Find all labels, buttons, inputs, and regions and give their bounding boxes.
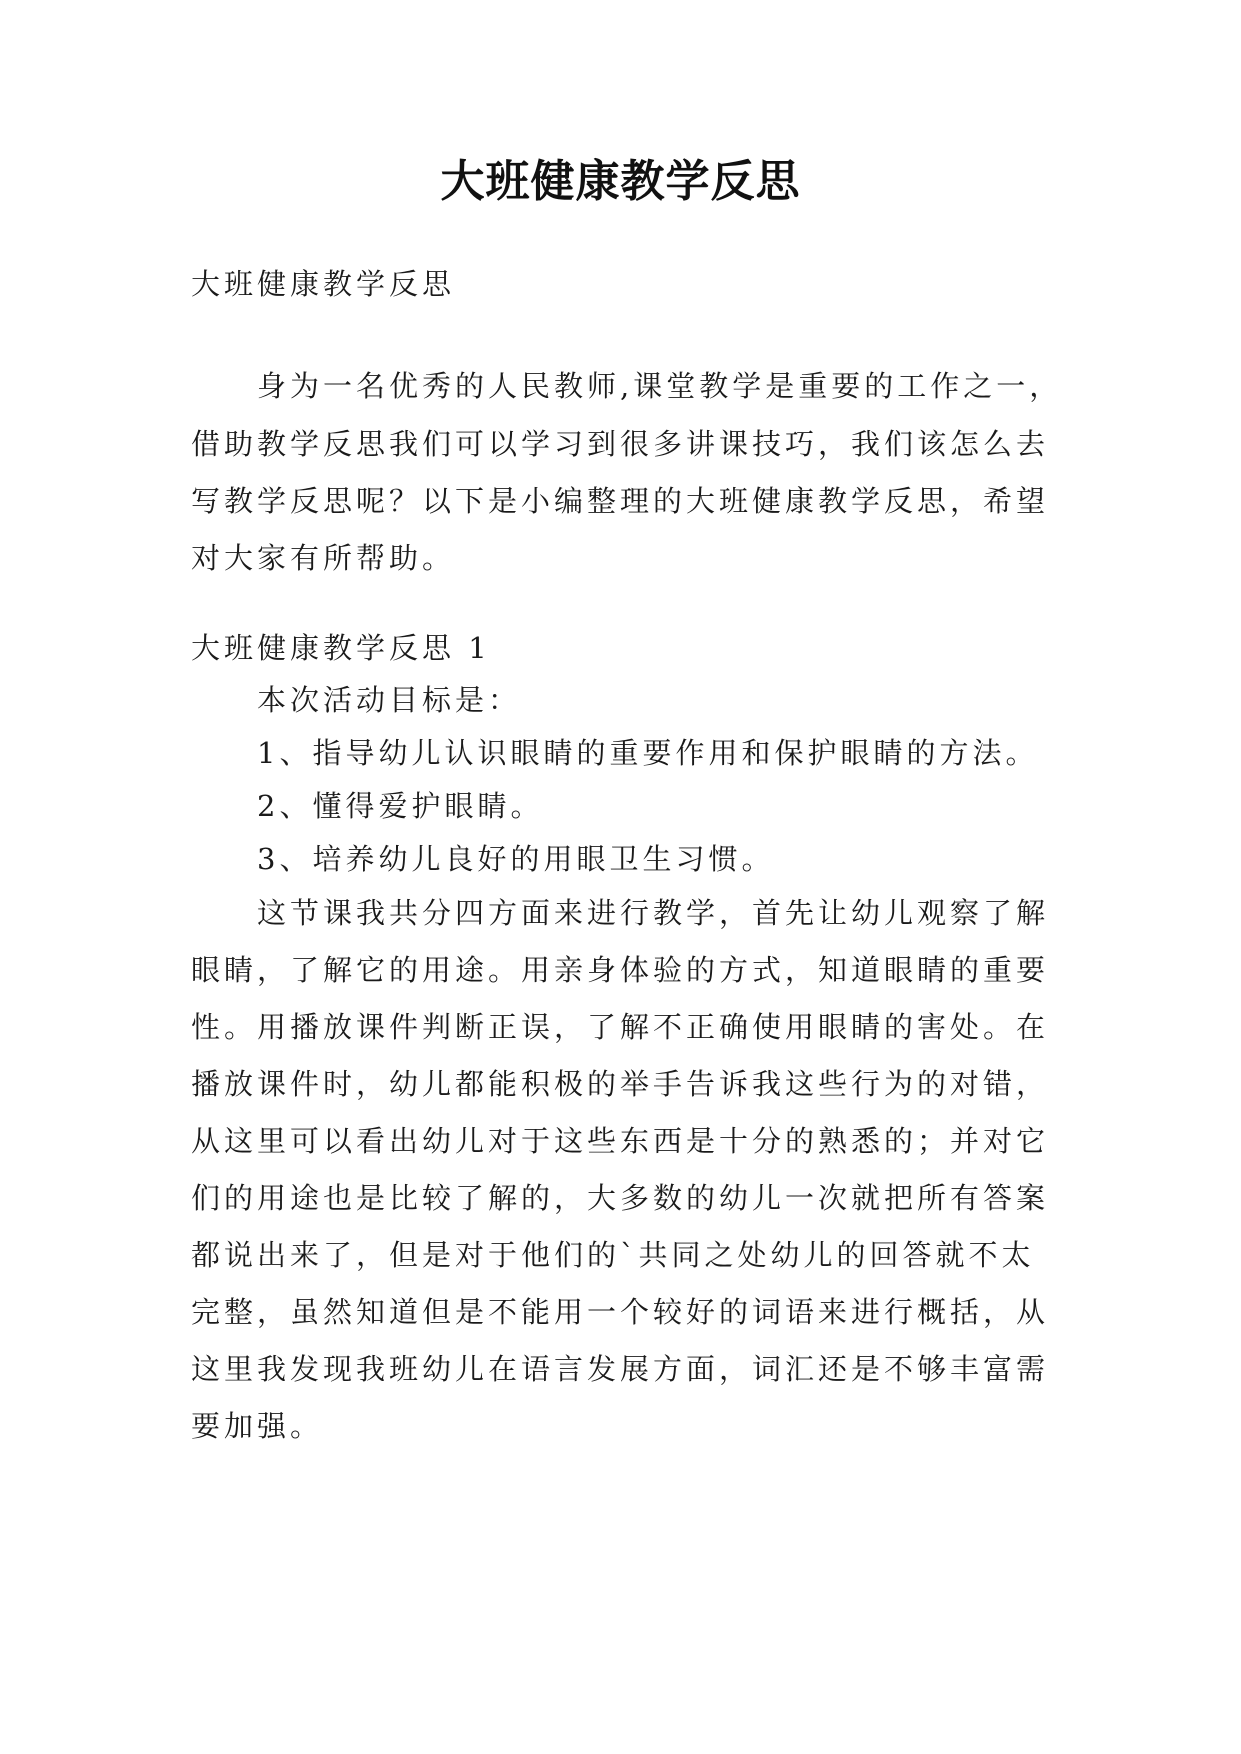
- document-title: 大班健康教学反思: [440, 156, 801, 207]
- intro-line: 身为一名优秀的人民教师,课堂教学是重要的工作之一，: [257, 369, 1063, 403]
- goal-intro: 本次活动目标是：: [257, 683, 522, 717]
- body-line: 这里我发现我班幼儿在语言发展方面，词汇还是不够丰富需: [191, 1352, 1050, 1386]
- goal-item: 1、指导幼儿认识眼睛的重要作用和保护眼睛的方法。: [257, 736, 1039, 770]
- goal-item: 3、培养幼儿良好的用眼卫生习惯。: [257, 842, 775, 876]
- body-line: 都说出来了，但是对于他们的`共同之处幼儿的回答就不太: [191, 1238, 1035, 1272]
- intro-line: 借助教学反思我们可以学习到很多讲课技巧，我们该怎么去: [191, 427, 1050, 461]
- body-line: 从这里可以看出幼儿对于这些东西是十分的熟悉的；并对它: [191, 1124, 1050, 1158]
- body-line: 性。用播放课件判断正误，了解不正确使用眼睛的害处。在: [191, 1010, 1050, 1044]
- intro-line: 写教学反思呢？以下是小编整理的大班健康教学反思，希望: [191, 484, 1050, 518]
- body-line: 眼睛，了解它的用途。用亲身体验的方式，知道眼睛的重要: [191, 953, 1050, 987]
- body-line: 这节课我共分四方面来进行教学，首先让幼儿观察了解: [257, 896, 1050, 930]
- goal-item: 2、懂得爱护眼睛。: [257, 789, 544, 823]
- section-heading: 大班健康教学反思 1: [191, 631, 491, 665]
- body-line: 完整，虽然知道但是不能用一个较好的词语来进行概括，从: [191, 1295, 1050, 1329]
- document-subtitle: 大班健康教学反思: [191, 267, 456, 301]
- intro-line: 对大家有所帮助。: [191, 541, 456, 575]
- body-line: 要加强。: [191, 1409, 324, 1443]
- body-line: 播放课件时，幼儿都能积极的举手告诉我这些行为的对错，: [191, 1067, 1050, 1101]
- body-line: 们的用途也是比较了解的，大多数的幼儿一次就把所有答案: [191, 1181, 1050, 1215]
